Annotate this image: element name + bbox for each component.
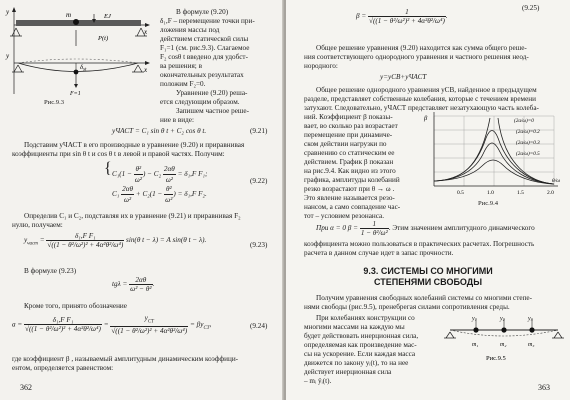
intro-line: действием статической силы	[160, 35, 249, 43]
fig95-caption: Рис.9.5	[486, 355, 506, 362]
paragraph-line: коэффициента можно пользоваться в практических расчетах. Погрешность	[304, 240, 535, 248]
equation-sum: y=yCB+yЧАСТ	[380, 73, 427, 81]
paragraph-line: ния соответствующего однородного уравнения и частного решения неод-	[304, 53, 529, 61]
intro-line: В формуле (9.20)	[176, 8, 229, 16]
paragraph-line: ентом, определяется равенством:	[12, 364, 114, 372]
fig94-legend-2: (2a/ω)=0.3	[516, 140, 540, 146]
paragraph-line: затухают. Следовательно, yЧАСТ представляет незатухающую часть колеба-	[304, 104, 539, 112]
figure-9-3	[4, 6, 154, 98]
page-number-left: 362	[20, 383, 32, 392]
intro-line: F₁=1 (см. рис.9.3). Слагаемое	[160, 44, 250, 52]
equation-9-24-number: (9.24)	[250, 322, 268, 330]
fig93-p-label: P(t)	[98, 35, 109, 42]
fig93-ej-label: EJ	[104, 13, 111, 20]
fig93-x-label-2: x	[144, 66, 148, 74]
fig93-y-label-1: y	[6, 8, 10, 16]
alpha-zero-line: При α = 0 β = $\frac{1}{\text{1 − θ²/ω²}}$ . Этим значением амплитудного динамического	[316, 220, 535, 237]
equation-9-23: $y_{част}$ = $\frac{\text{δ₁,F F₁}}{\text{√((1 − θ²/ω²)² + 4α²θ²/ω⁴)}}$ sin(θ t − λ) = A sin(θ t − λ).	[24, 232, 207, 249]
figure-9-4	[420, 110, 566, 208]
narrow-line: действием. График β показан	[304, 158, 394, 166]
narrow-line: нансом, а само совпадение час-	[304, 203, 401, 211]
fig94-legend-1: (2a/ω)=0.2	[516, 129, 540, 135]
equation-9-25-number: (9.25)	[522, 4, 540, 12]
paragraph-line: нями свободы (рис.9.5), пренебрегая силами сопротивления среды.	[304, 303, 510, 311]
fig95-label: y₃	[528, 316, 533, 322]
fig94-tick: 1.5	[517, 190, 524, 196]
paragraph-line: В формуле (9.23)	[24, 267, 77, 275]
alpha-zero-lead: При α = 0	[316, 224, 346, 233]
narrow-line: резко возрастают при θ → ω .	[304, 185, 395, 193]
fig93-m-label: m	[66, 11, 72, 19]
narrow-line: Это явление называется резо-	[304, 194, 395, 202]
intro-line: ется следующим образом.	[160, 98, 240, 106]
fig93-x-label-1: x	[144, 28, 148, 36]
paragraph-line: Получим уравнения свободных колебаний системы со многими степе-	[316, 294, 532, 302]
equation-9-21-number: (9.21)	[250, 127, 268, 135]
fig95-label: m₁	[472, 342, 479, 348]
intro-line: окончательных результатах	[160, 71, 244, 79]
narrow-line: тот – условием резонанса.	[304, 212, 385, 220]
fig94-tick: 0.5	[457, 190, 464, 196]
paragraph-line: Общее решение уравнения (9.20) находится как сумма общего реше-	[316, 44, 527, 52]
fig93-caption: Рис.9.3	[44, 99, 65, 106]
equation-9-24: a = $\frac{\text{δ₁,F F₁}}{\text{√((1 − θ²/ω²)² + 4α²θ²/ω⁴)}}$ = $\frac{y_{CT}}{\text{√((1 − θ²/ω²)² + 4α²θ²/ω⁴)}}$ = $\beta y_{CT}$,	[12, 314, 212, 336]
narrow-line: многими массами на каждую мы	[304, 323, 405, 331]
paragraph-line: нородного:	[304, 62, 338, 70]
intro-line: положим F₂=0.	[160, 80, 206, 88]
paragraph-line: коэффициенты при sin θ t и cos θ t в левой и правой частях. Получим:	[12, 150, 225, 158]
paragraph-line: где коэффициент β , называемый амплитудным динамическим коэффици-	[12, 355, 239, 363]
intro-line: F₂ cosθ t введено для удобст-	[160, 53, 248, 61]
section-title-line-1: 9.3. СИСТЕМЫ СО МНОГИМИ	[363, 266, 493, 276]
narrow-line: будет действовать инерционная сила,	[304, 332, 419, 340]
paragraph-line: Кроме того, принято обозначение	[24, 302, 127, 310]
fig93-delta-symbol: δ	[80, 64, 84, 71]
intro-line: Запишем частное реше-	[176, 107, 250, 115]
intro-line: ва решения; в	[160, 62, 202, 70]
equation-9-23-number: (9.23)	[250, 241, 268, 249]
intro-line: Уравнение (9.20) реша-	[176, 89, 248, 97]
narrow-line: действует инерционная сила	[304, 368, 392, 376]
narrow-line: ском действии нагрузки по	[304, 140, 387, 148]
paragraph-line: Подставим yЧАСТ в его производные в уравнение (9.20) и приравнивая	[24, 141, 245, 149]
alpha-zero-tail: . Этим значением амплитудного динамического	[388, 224, 535, 233]
fig95-label: y₂	[500, 316, 505, 322]
equation-tg-lambda: tgλ = $\frac{2\alpha\theta}{\text{ω² − θ²}}$ .	[112, 276, 155, 293]
narrow-line: – mᵢ ÿᵢ(t).	[304, 377, 332, 385]
fig94-tick: 1.0	[487, 190, 494, 196]
fig93-y-label-2: y	[6, 52, 10, 60]
fig95-label: y₁	[472, 316, 477, 322]
intro-line: δ₁,F – перемещение точки при-	[160, 17, 255, 25]
fig94-legend-0: (2a/ω)=0	[514, 118, 534, 124]
fig93-delta-subscript: st	[83, 67, 87, 73]
fig94-tick: 2.0	[547, 190, 554, 196]
paragraph-line: Определив C₁ и C₂, подставляя их в уравнение (9.21) и приравнивая F₂	[24, 212, 241, 220]
narrow-line: При колебаниях конструкции со	[316, 314, 415, 322]
narrow-line: графика, амплитуды колебаний	[304, 176, 400, 184]
narrow-line: сы на ускорение. Если каждая масса	[304, 350, 416, 358]
equation-9-21: yЧАСТ = C₁ sin θ t + C₂ cos θ t.	[112, 127, 207, 135]
paragraph-line: нулю, получаем:	[12, 221, 63, 229]
left-page: y m EJ P(t) x y $\delta_{st}$ x F=1 Рис.9.3 В формуле (9.20) δ₁,F – перемещение точки при- ложения массы под действием статической силы F₁=1 (см. рис.9.3). Слагаемое F₂ cosθ t введено для удобст- ва решения; в окончательных результатах положим F₂=0. Уравнение (9.20) реша- ется следующим образом. Запишем частное реше- ние в виде: yЧАСТ = C₁ sin θ t + C₂ cos θ t. (9.21) Подставим yЧАСТ в его производные в уравнение (9.20) и приравнивая коэффициенты при sin θ t и cos θ t в левой и правой частях. Получим: { C₁(1 − $\frac{\text{θ²}}{\text{ω²}}$ ) − C₂ $\frac{2\alpha\theta}{\text{ω²}}$ = δ₁,F F₁; C₁ $\frac{2\alpha\theta}{\text{ω²}}$ + C₂(1 − $\frac{\text{θ²}}{\text{ω²}}$ ) = δ₁,F F₂. (9.22) Определив C₁ и C₂, подставляя их в уравнение (9.21) и приравнивая F₂ нулю, получаем: $y_{част}$ = $\frac{\text{δ₁,F F₁}}{\text{√((1 − θ²/ω²)² + 4α²θ²/ω⁴)}}$ sin(θ t − λ) = A sin(θ t − λ). (9.23) В формуле (9.23) tgλ = $\frac{2\alpha\theta}{\text{ω² − θ²}}$ . Кроме того, принято обозначение a = $\frac{\text{δ₁,F F₁}}{\text{√((1 − θ²/ω²)² + 4α²θ²/ω⁴)}}$ = $\frac{y_{CT}}{\text{√((1 − θ²/ω²)² + 4α²θ²/ω⁴)}}$ = $\beta y_{CT}$, (9.24) где коэффициент β , называемый амплитудным динамическим коэффици- ентом, определяется равенством: 362	[0, 0, 284, 400]
fig94-beta-label: β	[424, 115, 428, 122]
intro-line: ние в виде:	[160, 116, 194, 124]
paragraph-line: разделе, представляет собственные колебания, которые с течением времени	[304, 95, 536, 103]
fig94-legend-3: (2a/ω)=0.5	[516, 151, 540, 157]
equation-9-22-number: (9.22)	[250, 177, 268, 185]
figure-9-5	[440, 312, 566, 364]
right-page	[286, 0, 570, 400]
paragraph-line: Общее решение однородного уравнения yCB, найденное в предыдущем	[316, 86, 537, 94]
section-title-line-2: СТЕПЕНЯМИ СВОБОДЫ	[373, 277, 483, 287]
fig94-caption: Рис.9.4	[478, 200, 499, 207]
equation-9-25: β = $\frac{1}{\text{√((1 − θ²/ω²)² + 4α²θ²/ω⁴)}}$ .	[356, 8, 448, 25]
fig94-axis-label: θ/ω	[552, 178, 561, 184]
intro-line: ложения массы под	[160, 26, 220, 34]
fig95-label: m₃	[528, 342, 535, 348]
narrow-line: перемещение при динамиче-	[304, 131, 393, 139]
section-title	[286, 266, 570, 288]
fig95-label: m₂	[500, 342, 507, 348]
narrow-line: определяемая как произведение мас-	[304, 341, 417, 349]
narrow-line: сравнению со статическим ее	[304, 149, 395, 157]
narrow-line: движется по закону yᵢ(t), то на нее	[304, 359, 409, 367]
paragraph-line: расчета в данном случае идет в запас прочности.	[304, 249, 454, 257]
page-number-right: 363	[538, 383, 550, 392]
fig93-f1-label: F=1	[70, 91, 81, 97]
narrow-line: ний. Коэффициент β показы-	[304, 113, 393, 121]
narrow-line: на рис.9.4. Как видно из этого	[304, 167, 396, 175]
narrow-line: вает, во сколько раз возрастает	[304, 122, 398, 130]
